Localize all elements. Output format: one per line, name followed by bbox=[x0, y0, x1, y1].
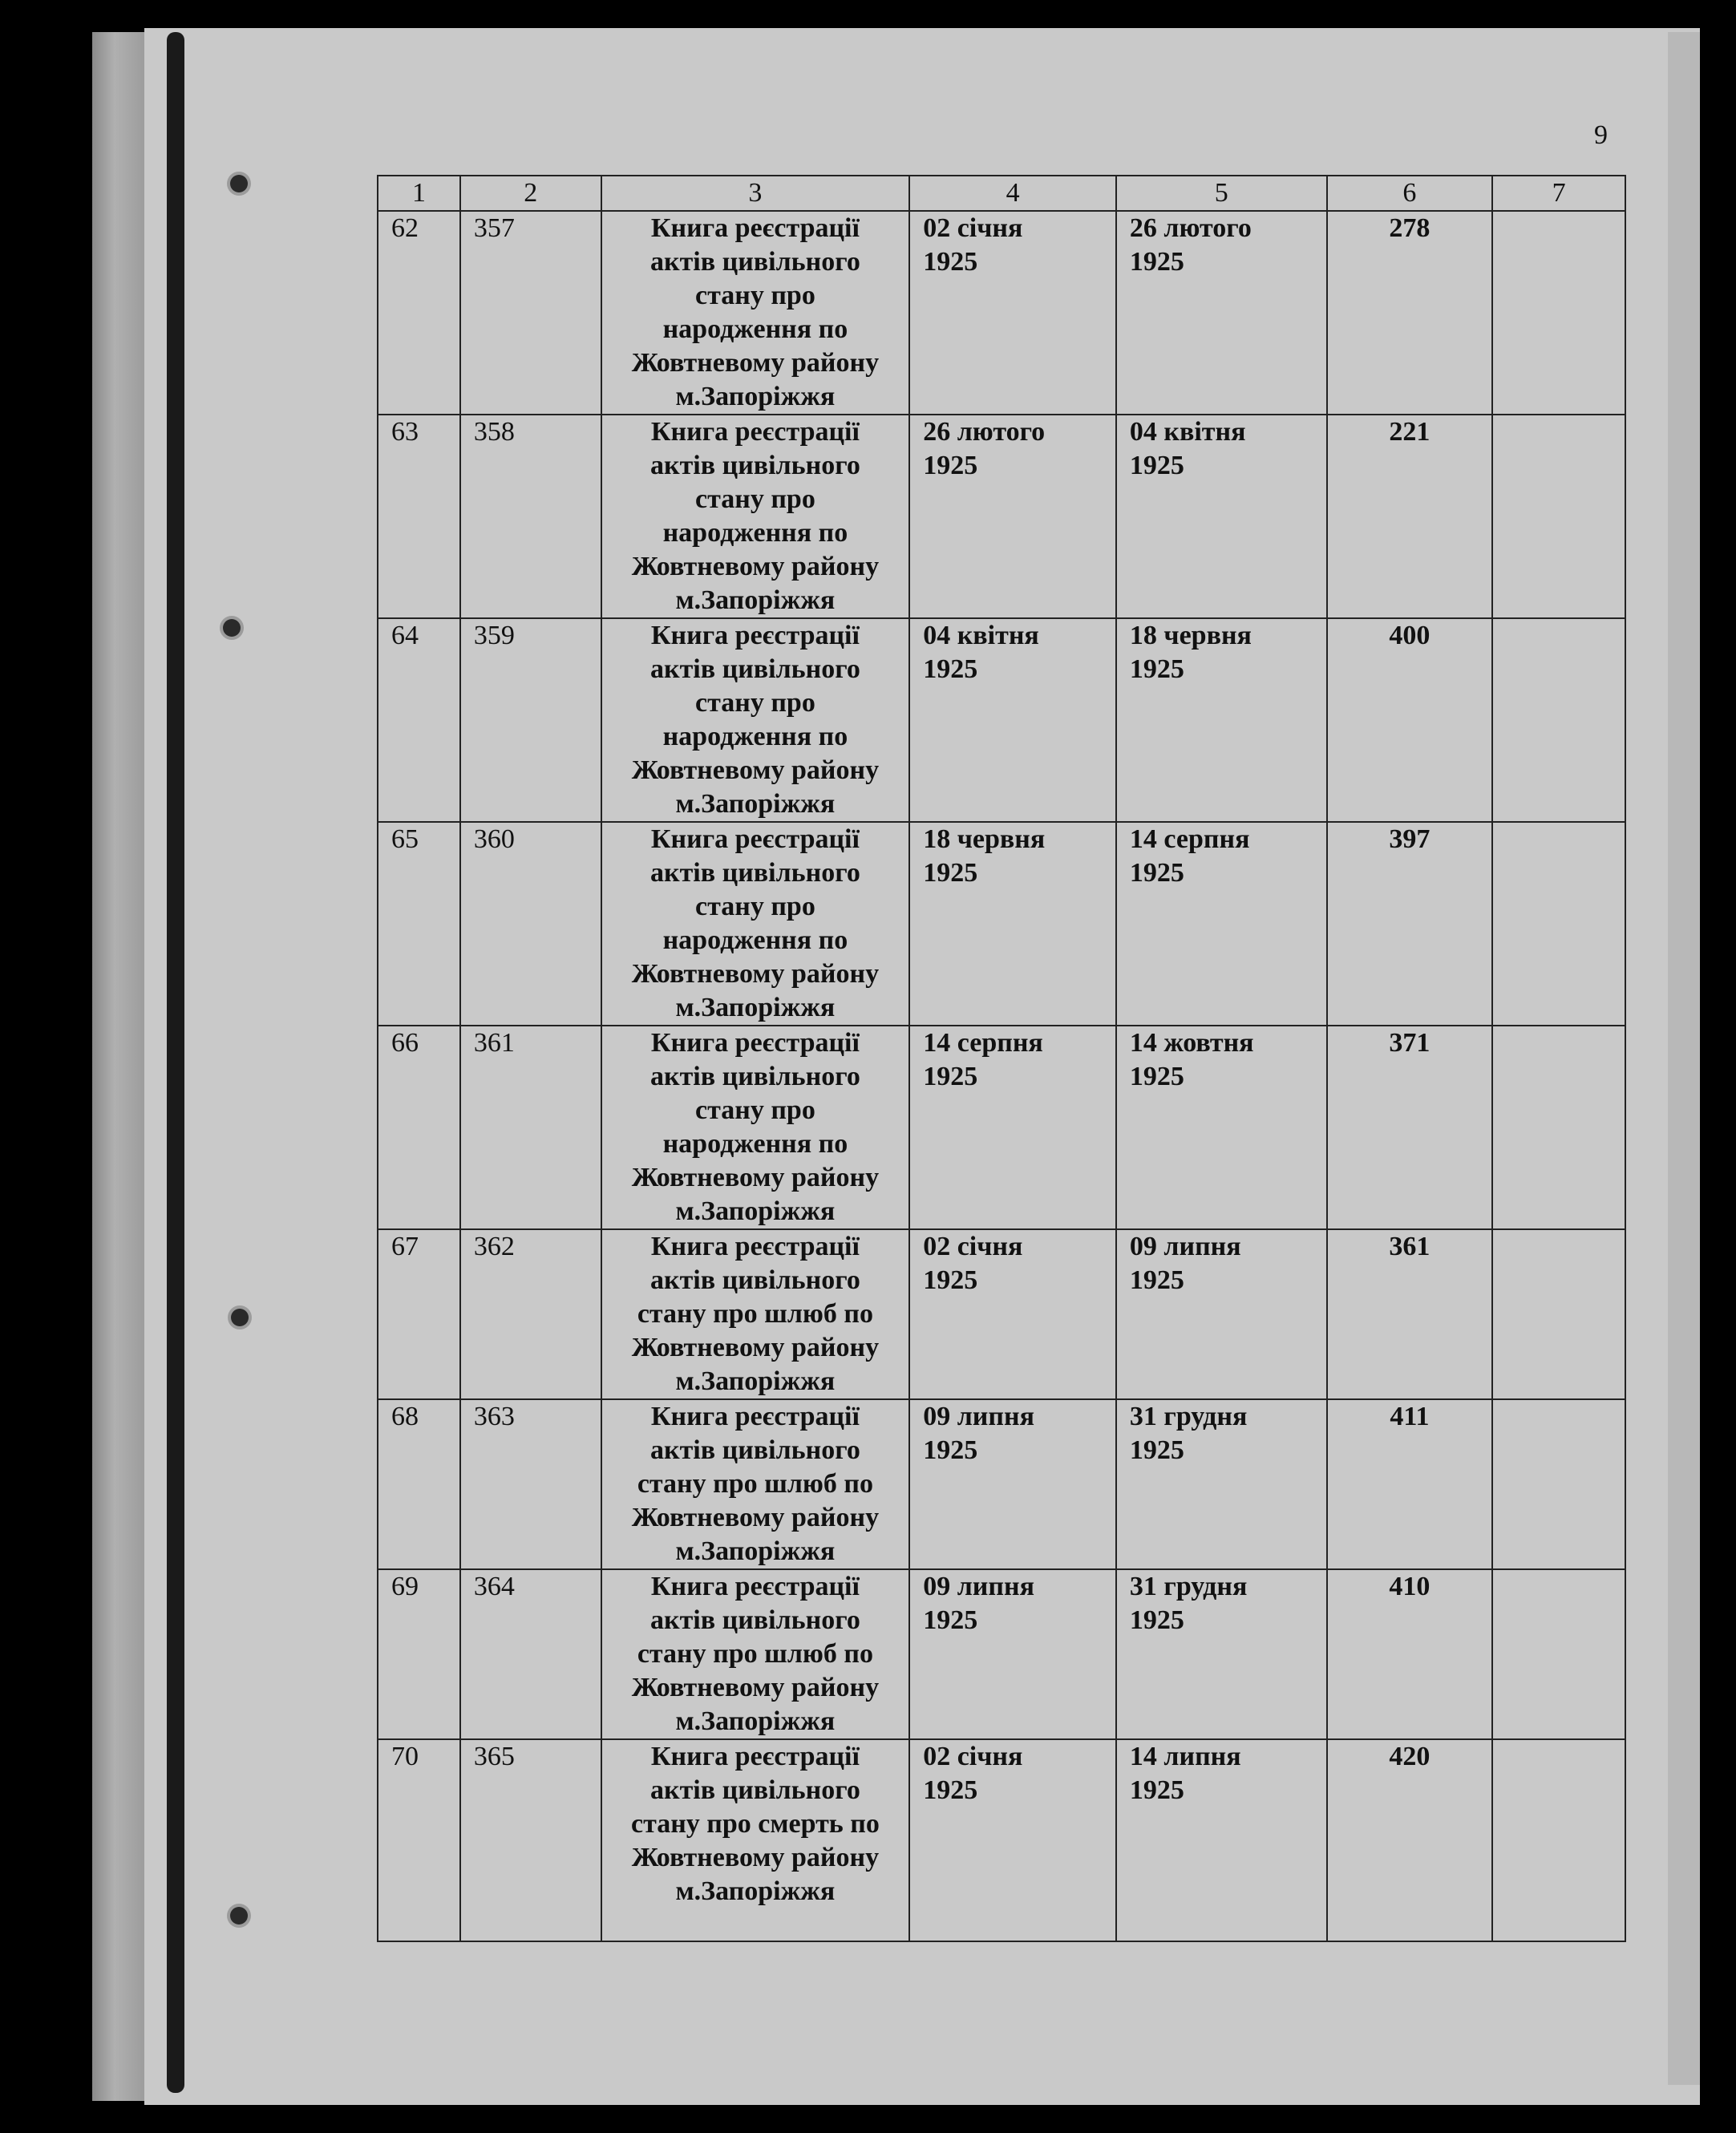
table-row bbox=[378, 618, 1625, 822]
file-title: Книга реєстрації актів цивільного стану про народження по Жовтневому району м.Запоріжжя bbox=[601, 822, 910, 1026]
file-number: 359 bbox=[460, 618, 601, 822]
row-number: 70 bbox=[378, 1739, 460, 1941]
table-row bbox=[378, 1739, 1625, 1941]
sheet-count: 400 bbox=[1327, 618, 1493, 822]
file-title: Книга реєстрації актів цивільного стану про народження по Жовтневому району м.Запоріжжя bbox=[601, 211, 910, 415]
row-number: 63 bbox=[378, 415, 460, 618]
note-cell bbox=[1492, 1569, 1625, 1739]
file-title: Книга реєстрації актів цивільного стану про шлюб по Жовтневому району м.Запоріжжя bbox=[601, 1399, 910, 1569]
sheet-count: 361 bbox=[1327, 1229, 1493, 1399]
column-header: 4 bbox=[909, 176, 1116, 211]
column-header: 2 bbox=[460, 176, 601, 211]
row-number: 66 bbox=[378, 1026, 460, 1229]
table-row bbox=[378, 1229, 1625, 1399]
end-date: 14 серпня 1925 bbox=[1116, 822, 1327, 1026]
punch-hole bbox=[223, 619, 241, 637]
row-number: 67 bbox=[378, 1229, 460, 1399]
end-date: 09 липня 1925 bbox=[1116, 1229, 1327, 1399]
file-number: 361 bbox=[460, 1026, 601, 1229]
end-date: 31 грудня 1925 bbox=[1116, 1569, 1327, 1739]
archive-inventory-table bbox=[377, 175, 1626, 1942]
end-date: 18 червня 1925 bbox=[1116, 618, 1327, 822]
end-date: 26 лютого 1925 bbox=[1116, 211, 1327, 415]
file-number: 364 bbox=[460, 1569, 601, 1739]
row-number: 69 bbox=[378, 1569, 460, 1739]
sheet-count: 411 bbox=[1327, 1399, 1493, 1569]
start-date: 02 січня 1925 bbox=[909, 1229, 1116, 1399]
page-edge bbox=[1668, 32, 1700, 2085]
start-date: 18 червня 1925 bbox=[909, 822, 1116, 1026]
note-cell bbox=[1492, 415, 1625, 618]
file-title: Книга реєстрації актів цивільного стану про народження по Жовтневому району м.Запоріжжя bbox=[601, 618, 910, 822]
end-date: 04 квітня 1925 bbox=[1116, 415, 1327, 618]
column-header: 6 bbox=[1327, 176, 1493, 211]
file-number: 357 bbox=[460, 211, 601, 415]
start-date: 02 січня 1925 bbox=[909, 211, 1116, 415]
punch-hole bbox=[230, 1907, 248, 1925]
sheet-count: 221 bbox=[1327, 415, 1493, 618]
note-cell bbox=[1492, 618, 1625, 822]
note-cell bbox=[1492, 822, 1625, 1026]
punch-hole bbox=[230, 175, 248, 192]
note-cell bbox=[1492, 1739, 1625, 1941]
column-number-row bbox=[378, 176, 1625, 211]
file-title: Книга реєстрації актів цивільного стану про шлюб по Жовтневому району м.Запоріжжя bbox=[601, 1229, 910, 1399]
table-row bbox=[378, 211, 1625, 415]
note-cell bbox=[1492, 1399, 1625, 1569]
sheet-count: 278 bbox=[1327, 211, 1493, 415]
note-cell bbox=[1492, 1026, 1625, 1229]
end-date: 31 грудня 1925 bbox=[1116, 1399, 1327, 1569]
row-number: 65 bbox=[378, 822, 460, 1026]
file-number: 365 bbox=[460, 1739, 601, 1941]
start-date: 09 липня 1925 bbox=[909, 1569, 1116, 1739]
row-number: 64 bbox=[378, 618, 460, 822]
file-title: Книга реєстрації актів цивільного стану про смерть по Жовтневому району м.Запоріжжя bbox=[601, 1739, 910, 1941]
note-cell bbox=[1492, 1229, 1625, 1399]
column-header: 1 bbox=[378, 176, 460, 211]
start-date: 09 липня 1925 bbox=[909, 1399, 1116, 1569]
column-header: 5 bbox=[1116, 176, 1327, 211]
punch-hole bbox=[231, 1309, 249, 1326]
page-number: 9 bbox=[1594, 120, 1608, 150]
start-date: 26 лютого 1925 bbox=[909, 415, 1116, 618]
scanner-edge bbox=[92, 32, 148, 2101]
table-row bbox=[378, 1569, 1625, 1739]
start-date: 14 серпня 1925 bbox=[909, 1026, 1116, 1229]
file-title: Книга реєстрації актів цивільного стану про народження по Жовтневому району м.Запоріжжя bbox=[601, 415, 910, 618]
binding-edge bbox=[167, 32, 184, 2093]
file-number: 360 bbox=[460, 822, 601, 1026]
file-title: Книга реєстрації актів цивільного стану про народження по Жовтневому району м.Запоріжжя bbox=[601, 1026, 910, 1229]
column-header: 3 bbox=[601, 176, 910, 211]
start-date: 04 квітня 1925 bbox=[909, 618, 1116, 822]
end-date: 14 липня 1925 bbox=[1116, 1739, 1327, 1941]
file-title: Книга реєстрації актів цивільного стану про шлюб по Жовтневому району м.Запоріжжя bbox=[601, 1569, 910, 1739]
file-number: 358 bbox=[460, 415, 601, 618]
table-row bbox=[378, 1399, 1625, 1569]
sheet-count: 420 bbox=[1327, 1739, 1493, 1941]
row-number: 68 bbox=[378, 1399, 460, 1569]
column-header: 7 bbox=[1492, 176, 1625, 211]
sheet-count: 410 bbox=[1327, 1569, 1493, 1739]
sheet-count: 371 bbox=[1327, 1026, 1493, 1229]
file-number: 363 bbox=[460, 1399, 601, 1569]
table-row bbox=[378, 1026, 1625, 1229]
sheet-count: 397 bbox=[1327, 822, 1493, 1026]
file-number: 362 bbox=[460, 1229, 601, 1399]
note-cell bbox=[1492, 211, 1625, 415]
table-row bbox=[378, 415, 1625, 618]
table-row bbox=[378, 822, 1625, 1026]
end-date: 14 жовтня 1925 bbox=[1116, 1026, 1327, 1229]
row-number: 62 bbox=[378, 211, 460, 415]
start-date: 02 січня 1925 bbox=[909, 1739, 1116, 1941]
